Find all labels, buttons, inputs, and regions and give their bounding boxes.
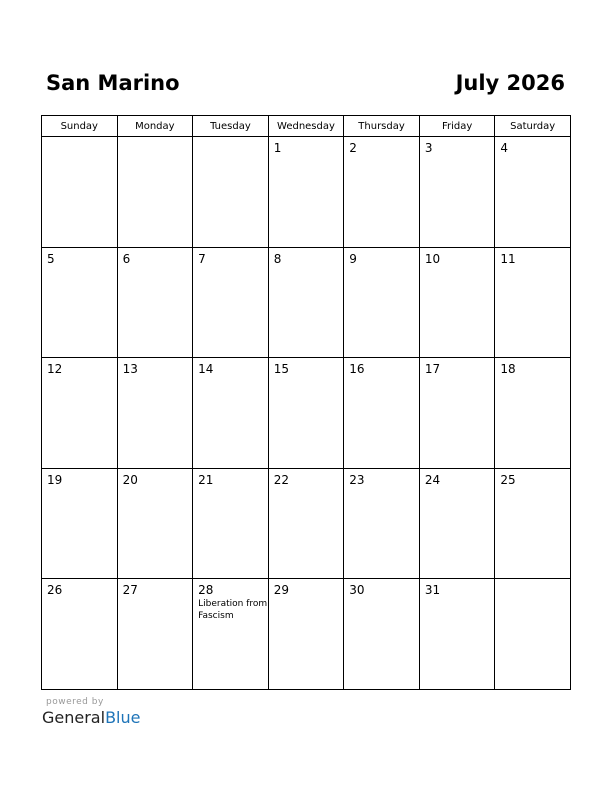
calendar-grid (41, 115, 571, 690)
week-row-4 (42, 468, 571, 579)
week-row-3 (42, 358, 571, 469)
day-number: 6 (122, 251, 131, 266)
day-cell (117, 137, 193, 248)
weekday-sunday: Sunday (42, 116, 118, 137)
day-cell (117, 468, 193, 579)
weekday-saturday: Saturday (495, 116, 571, 137)
day-cell (193, 468, 269, 579)
day-number: 2 (349, 141, 357, 155)
day-number: 16 (349, 362, 365, 377)
day-cell (268, 358, 344, 469)
weekday-wednesday: Wednesday (268, 116, 344, 137)
day-number: 28 (198, 583, 214, 598)
day-cell (419, 468, 495, 579)
day-cell (268, 468, 344, 579)
weekday-tuesday: Tuesday (193, 116, 269, 137)
day-cell (495, 579, 571, 690)
month-year-title: July 2026 (455, 71, 565, 95)
day-cell (419, 247, 495, 358)
day-cell (344, 137, 420, 248)
day-number: 31 (424, 583, 441, 598)
weekday-friday: Friday (419, 116, 495, 137)
day-cell (419, 358, 495, 469)
day-cell (42, 358, 118, 469)
day-number: 26 (47, 583, 63, 598)
day-cell (193, 579, 269, 690)
day-cell (344, 579, 420, 690)
day-cell (344, 358, 420, 469)
day-number: 30 (349, 583, 365, 598)
day-number: 11 (500, 251, 516, 266)
day-cell (193, 247, 269, 358)
day-number: 14 (198, 362, 214, 377)
day-cell (117, 579, 193, 690)
day-number: 20 (122, 472, 138, 487)
day-number: 23 (349, 472, 365, 487)
day-cell (495, 468, 571, 579)
holiday-label: Liberation from Fascism (198, 599, 268, 622)
day-cell (268, 579, 344, 690)
day-number: 12 (47, 362, 63, 377)
day-cell (344, 247, 420, 358)
day-number: 10 (424, 251, 441, 266)
day-number: 8 (273, 251, 282, 266)
day-cell (495, 358, 571, 469)
day-number: 25 (500, 472, 516, 487)
day-cell (42, 247, 118, 358)
day-number: 3 (424, 141, 433, 155)
day-number: 15 (273, 362, 289, 377)
day-cell (268, 247, 344, 358)
day-number: 18 (500, 362, 516, 377)
powered-by-text: powered by (46, 697, 104, 707)
week-row-2 (42, 247, 571, 358)
day-number: 1 (273, 141, 282, 155)
day-cell (117, 247, 193, 358)
day-number: 17 (424, 362, 441, 377)
day-cell (419, 137, 495, 248)
day-cell (42, 468, 118, 579)
day-cell (495, 137, 571, 248)
day-cell (193, 358, 269, 469)
day-number: 22 (273, 472, 289, 487)
day-number: 19 (47, 472, 63, 487)
brand-general: General (42, 708, 106, 727)
day-cell (495, 247, 571, 358)
weekday-header-row (42, 116, 571, 137)
day-cell (419, 579, 495, 690)
day-number: 27 (122, 583, 138, 598)
day-cell (344, 468, 420, 579)
day-cell (42, 579, 118, 690)
day-number: 7 (198, 251, 206, 266)
week-row-5 (42, 579, 571, 690)
day-number: 9 (349, 251, 357, 266)
day-number: 24 (424, 472, 441, 487)
day-cell (117, 358, 193, 469)
day-number: 29 (273, 583, 289, 598)
weekday-monday: Monday (117, 116, 193, 137)
generalblue-logo[interactable] (42, 708, 140, 728)
day-number: 21 (198, 472, 214, 487)
day-cell (268, 137, 344, 248)
weekday-thursday: Thursday (344, 116, 420, 137)
day-number: 13 (122, 362, 138, 377)
country-title: San Marino (46, 71, 180, 95)
day-number: 4 (500, 141, 509, 155)
day-cell (193, 137, 269, 248)
day-number: 5 (47, 251, 55, 266)
week-row-1 (42, 137, 571, 248)
day-cell (42, 137, 118, 248)
brand-blue: Blue (105, 708, 141, 727)
